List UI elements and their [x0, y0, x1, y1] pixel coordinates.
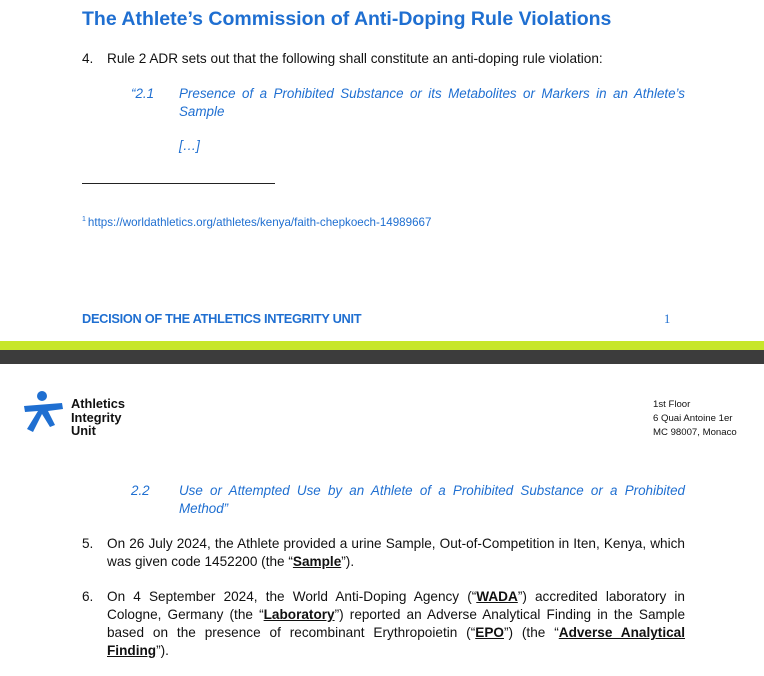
rule-text: Presence of a Prohibited Substance or its Metabolites or Markers in an Athlete’s Sample	[179, 86, 685, 119]
aiu-logo-icon	[22, 390, 66, 436]
ellipsis: […]	[179, 138, 200, 153]
paragraph-text: On 26 July 2024, the Athlete provided a urine Sample, Out-of-Competition in Iten, Kenya, which was given code 1452200 (the “Sample”).	[107, 536, 685, 569]
paragraph-5	[0, 535, 764, 575]
page-heading: The Athlete’s Commission of Anti-Doping Rule Violations	[82, 8, 612, 30]
paragraph-4	[0, 50, 764, 70]
paragraph-6	[0, 588, 764, 664]
paragraph-number: 6.	[82, 589, 94, 604]
address-line: 1st Floor	[653, 399, 691, 410]
rule-2-2-quote	[0, 482, 764, 522]
paragraph-number: 4.	[82, 51, 94, 66]
footnote-link[interactable]: https://worldathletics.org/athletes/kenya/faith-chepkoech-14989667	[87, 216, 432, 229]
page-separator-dark	[0, 350, 764, 364]
address-line: 6 Quai Antoine 1er	[653, 413, 733, 424]
page-number: 1	[664, 312, 671, 326]
paragraph-number: 5.	[82, 536, 94, 551]
rule-number: “2.1	[131, 86, 155, 101]
rule-2-1-quote	[0, 85, 764, 165]
paragraph-text: On 4 September 2024, the World Anti-Doping Agency (“WADA”) accredited laboratory in Cologne, Germany (the “Laboratory”) reported an Adverse Analytical Finding in the Sample based on the presence of recombinant Erythropoietin (“EPO”) (the “Adverse Analytical Finding”).	[107, 589, 686, 658]
defined-term: Sample	[292, 554, 342, 569]
address-block	[653, 398, 737, 440]
defined-term: Adverse Analytical Finding	[107, 625, 686, 658]
rule-text: Use or Attempted Use by an Athlete of a Prohibited Substance or a Prohibited Method”	[179, 483, 685, 516]
defined-term: EPO	[475, 625, 504, 640]
footer-title: DECISION OF THE ATHLETICS INTEGRITY UNIT	[82, 311, 362, 326]
defined-term: Laboratory	[263, 607, 335, 622]
footnote	[82, 216, 431, 229]
paragraph-text: Rule 2 ADR sets out that the following shall constitute an anti-doping rule violation:	[107, 51, 603, 66]
logo-line: Unit	[71, 423, 96, 438]
logo-wordmark	[71, 397, 125, 438]
address-line: MC 98007, Monaco	[653, 427, 737, 438]
logo-line: Athletics	[71, 396, 126, 411]
rule-number: 2.2	[131, 483, 150, 498]
footnote-divider	[82, 183, 275, 184]
logo-line: Integrity	[71, 409, 122, 425]
footnote-marker: 1	[82, 216, 86, 224]
page-separator-green	[0, 341, 764, 350]
defined-term: WADA	[476, 589, 518, 604]
